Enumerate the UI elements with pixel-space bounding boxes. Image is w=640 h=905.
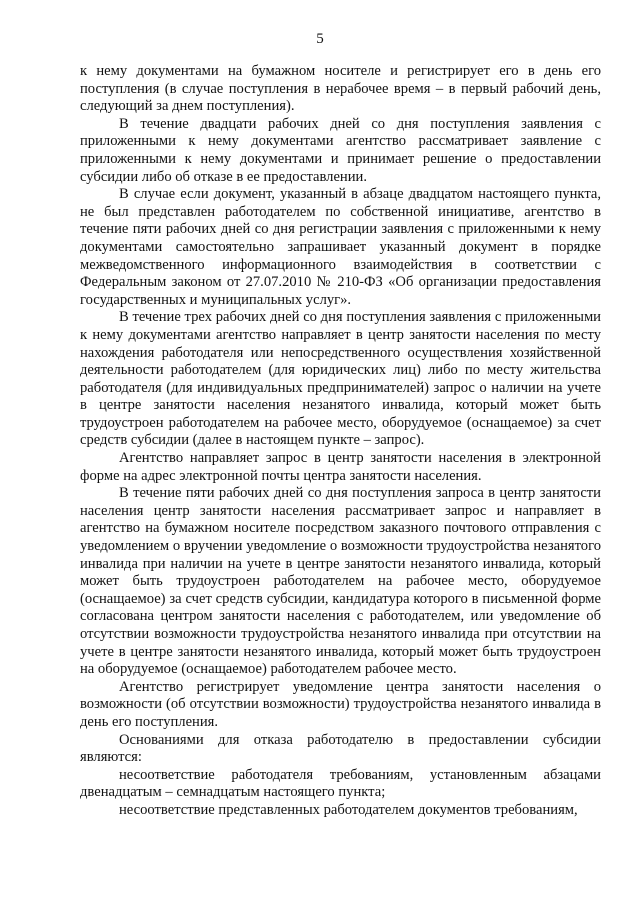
paragraph-continuation: к нему документами на бумажном носителе и регистрирует его в день его поступления (в случае поступления в нерабочее время – в первый рабочий день, следующий за днем поступления).	[80, 63, 601, 115]
paragraph-center-response: В течение пяти рабочих дней со дня поступления запроса в центр занятости населения центр занятости населения рассматривает запрос и направляет в агентство на бумажном носителе посредством заказного почтового отправления с уведомлением о вручении уведомление о возможности трудоустройства незанятого инвалида при наличии на учете в центре занятости незанятого инвалида, который может быть трудоустроен работодателем на рабочее место, оборудуемое (оснащаемое) за счет средств субсидии, кандидатура которого в письменной форме согласована центром занятости населения с работодателем, или уведомление об отсутствии возможности трудоустройства незанятого инвалида при отсутствии на учете в центре занятости незанятого инвалида, который может быть трудоустроен на оборудуемое (оснащаемое) работодателем рабочее место.	[80, 485, 601, 678]
page-number: 5	[316, 31, 324, 47]
paragraph-interagency-request: В случае если документ, указанный в абзаце двадцатом настоящего пункта, не был представлен работодателем по собственной инициативе, агентство в течение пяти рабочих дней со дня регистрации заявления с приложенными к нему документами самостоятельно запрашивает указанный документ в порядке межведомственного информационного взаимодействия в соответствии с Федеральным законом от 27.07.2010 № 210-ФЗ «Об организации предоставления государственных и муниципальных услуг».	[80, 186, 601, 308]
paragraph-refusal-ground-1: несоответствие работодателя требованиям, установленным абзацами двенадцатым – семнадцатым настоящего пункта;	[80, 766, 601, 801]
paragraph-notification-registration: Агентство регистрирует уведомление центра занятости населения о возможности (об отсутствии возможности) трудоустройства незанятого инвалида в день его поступления.	[80, 678, 601, 730]
paragraph-refusal-grounds: Основаниями для отказа работодателю в предоставлении субсидии являются:	[80, 731, 601, 766]
paragraph-review-period: В течение двадцати рабочих дней со дня поступления заявления с приложенными к нему документами агентство рассматривает заявление с приложенными к нему документами и принимает решение о предоставлении субсидии либо об отказе в ее предоставлении.	[80, 115, 601, 185]
document-body	[80, 63, 601, 820]
paragraph-employment-center-request: В течение трех рабочих дней со дня поступления заявления с приложенными к нему документами агентство направляет в центр занятости населения по месту нахождения работодателя или непосредственного осуществления хозяйственной деятельности работодателем (для юридических лиц) либо по месту жительства работодателя (для индивидуальных предпринимателей) запрос о наличии на учете в центре занятости населения незанятого инвалида, который может быть трудоустроен работодателем на рабочее место, оборудуемое (оснащаемое) за счет средств субсидии (далее в настоящем пункте – запрос).	[80, 309, 601, 449]
paragraph-refusal-ground-2: несоответствие представленных работодателем документов требованиям,	[119, 801, 578, 818]
paragraph-electronic-request: Агентство направляет запрос в центр занятости населения в электронной форме на адрес электронной почты центра занятости населения.	[80, 450, 601, 484]
